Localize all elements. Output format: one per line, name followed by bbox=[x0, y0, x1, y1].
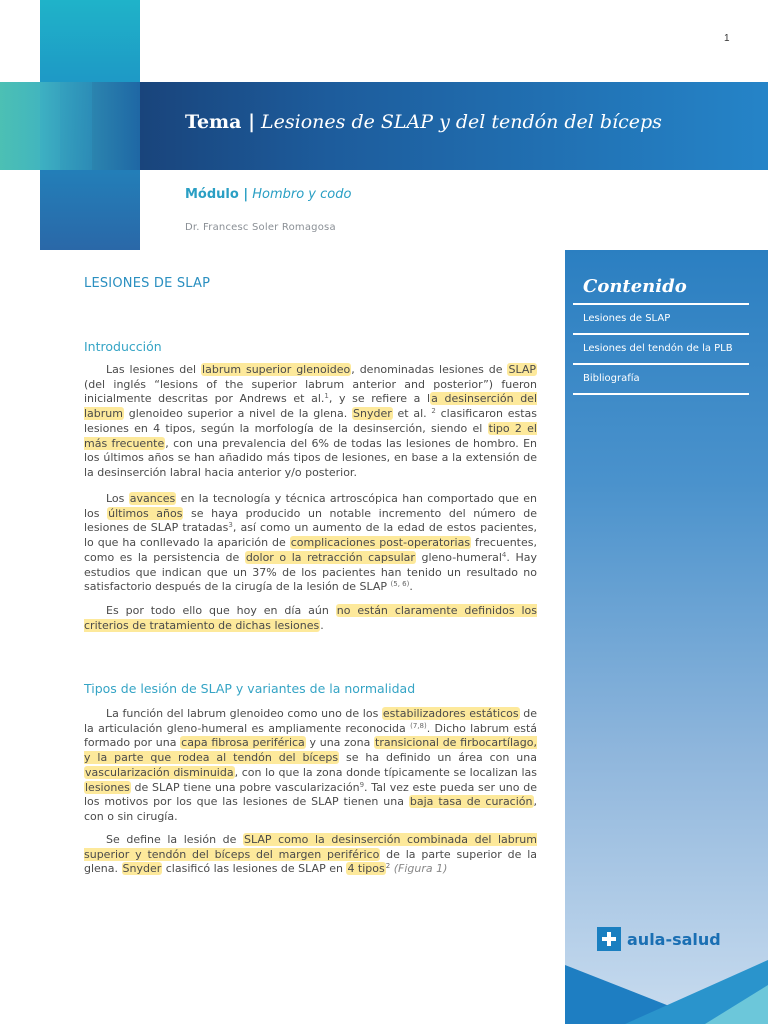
page-number: 1 bbox=[724, 33, 730, 44]
module-line bbox=[185, 187, 351, 202]
decorative-cross-center bbox=[40, 82, 140, 170]
intro-heading: Introducción bbox=[84, 339, 162, 354]
module-label: Módulo | bbox=[185, 187, 249, 202]
logo-text: aula-salud bbox=[627, 929, 721, 949]
paragraph-types-2: Se define la lesión de SLAP como la desinserción combinada del labrum superior y tendón del bíceps del margen periférico de la parte superior de la glena. Snyder clasificó las lesiones de SLAP en 4 tipos$^2$ (Figura 1) bbox=[84, 833, 537, 876]
sidebar-title: Contenido bbox=[583, 276, 687, 297]
paragraph-intro-1: Las lesiones del labrum superior glenoideo, denominadas lesiones de SLAP (del inglés “lesions of the superior labrum anterior and posterior”) fueron inicialmente descritas por Andrews et al.$^1$, y se refiere a la desinserción del labrum glenoideo superior a nivel de la glena. Snyder et al. $^2$ clasificaron estas lesiones en 4 tipos, según la morfología de la desinserción, siendo el tipo 2 el más frecuente, con una prevalencia del 6% de todas las lesiones de hombro. En los últimos años se han añadido más tipos de lesiones, en base a la extensión de la desinserción labral hacia anterior y/o posterior. bbox=[84, 363, 538, 479]
sidebar-item-bibliografia[interactable]: Bibliografía bbox=[573, 363, 749, 395]
paragraph-intro-3: Es por todo ello que hoy en día aún no están claramente definidos los criterios de tratamiento de dichas lesiones. bbox=[84, 604, 537, 632]
title-label: Tema | bbox=[185, 111, 255, 133]
contents-sidebar bbox=[565, 250, 768, 1024]
aula-salud-logo bbox=[597, 927, 721, 951]
decorative-triangles bbox=[565, 955, 768, 1024]
section-title: LESIONES DE SLAP bbox=[84, 276, 211, 291]
sidebar-list bbox=[573, 303, 749, 395]
title-topic: Lesiones de SLAP y del tendón del bíceps bbox=[261, 111, 662, 133]
figure-reference[interactable]: (Figura 1) bbox=[393, 862, 448, 876]
sidebar-item-lesiones-slap[interactable]: Lesiones de SLAP bbox=[573, 303, 749, 333]
paragraph-intro-2: Los avances en la tecnología y técnica artroscópica han comportado que en los últimos años se haya producido un notable incremento del número de lesiones de SLAP tratadas$^3$, así como un aumento de la edad de estos pacientes, lo que ha conllevado la aparición de complicaciones post-operatorias frecuentes, como es la persistencia de dolor o la retracción capsular gleno-humeral$^4$. Hay estudios que indican que un 37% de los pacientes han tenido un resultado no satisfactorio después de la cirugía de la lesión de SLAP $^{(5, 6)}$. bbox=[84, 492, 537, 594]
types-heading: Tipos de lesión de SLAP y variantes de la normalidad bbox=[84, 681, 416, 696]
module-name: Hombro y codo bbox=[252, 187, 352, 202]
paragraph-types-1: La función del labrum glenoideo como uno de los estabilizadores estáticos de la articulación gleno-humeral es ampliamente reconocida $^{(7,8)}$. Dicho labrum está formado por una capa fibrosa periférica y una zona transicional de firbocartílago, y la parte que rodea al tendón del bíceps se ha definido un área con una vascularización disminuida, con lo que la zona donde típicamente se localizan las lesiones de SLAP tiene una pobre vascularización$^9$. Tal vez este pueda ser uno de los motivos por los que las lesiones de SLAP tienen una baja tasa de curación, con o sin cirugía. bbox=[84, 707, 538, 823]
page-title bbox=[185, 111, 662, 133]
author-name: Dr. Francesc Soler Romagosa bbox=[185, 222, 336, 233]
sidebar-item-lesiones-plb[interactable]: Lesiones del tendón de la PLB bbox=[573, 333, 749, 363]
plus-icon bbox=[597, 927, 621, 951]
